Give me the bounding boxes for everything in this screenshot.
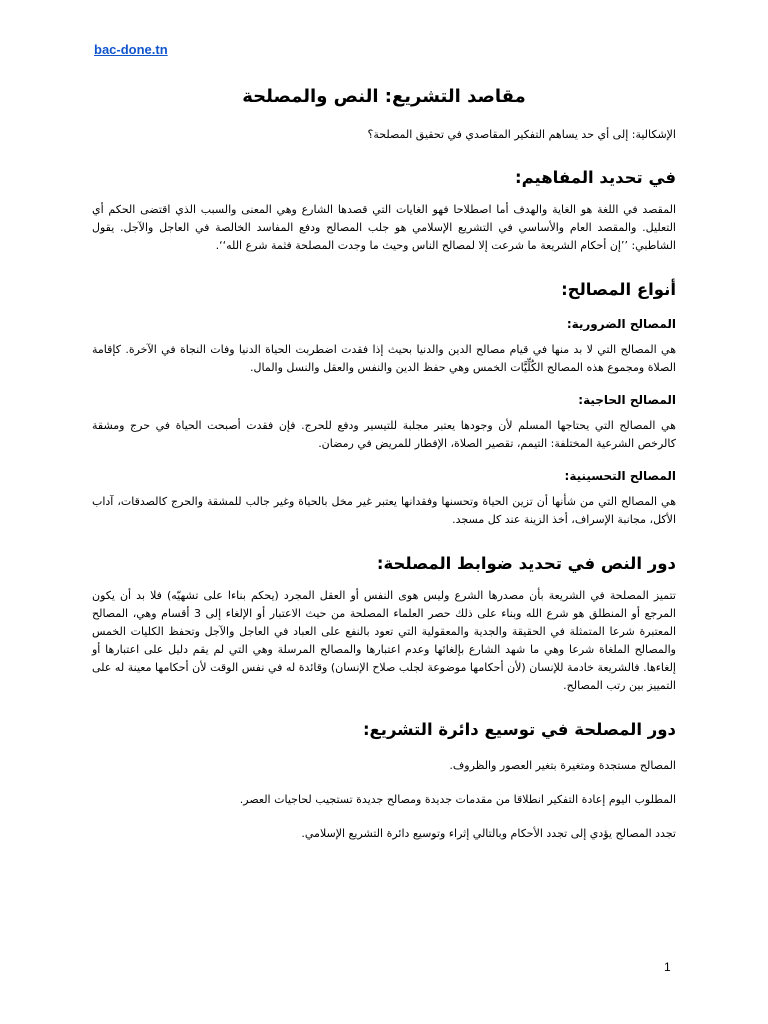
heading-interest-role: دور المصلحة في توسيع دائرة التشريع: [362,720,676,739]
line-interest-1: المصالح مستجدة ومتغيرة بتغير العصور والظروف. [449,759,676,772]
heading-needed: المصالح الحاجية: [578,393,676,407]
line-interest-2: المطلوب اليوم إعادة التفكير انطلاقا من مقدمات جديدة ومصالح جديدة تستجيب لحاجيات العصر. [239,793,676,806]
paragraph-improvement: هي المصالح التي من شأنها أن تزين الحياة وتحسنها وفقدانها يعتبر غير مخل بالحياة وغير جالب للمشقة والحرج كالصدقات، آداب الأكل، مجانبة الإسراف، أخذ الزينة عند كل مسجد. [92,495,676,526]
page-number: 1 [664,960,671,974]
site-link[interactable]: bac-done.tn [94,42,168,57]
paragraph-concepts: المقصد في اللغة هو الغاية والهدف أما اصطلاحا فهو الغايات التي قصدها الشارع وهي المعنى والسبب الذي اقتضى الحكم أي التعليل. والمقصد العام والأساسي في التشريع الإسلامي هو جلب المصالح ودفع المفاسد الخالصة في العاجل والآجل. يقول الشاطبي: ’’إن أحكام الشريعة ما شرعت إلا لمصالح الناس وحيث ما وجدت المصلحة فثمة شرع الله‘‘. [92,203,676,252]
paragraph-needed: هي المصالح التي يحتاجها المسلم لأن وجودها يعتبر مجلبة للتيسير ودفع للحرج. فإن فقدت أصبحت الحياة في حرج ومشقة كالرخص الشرعية المختلفة: التيمم، تقصير الصلاة، الإفطار للمريض في رمضان. [92,419,676,450]
page-title: مقاصد التشريع: النص والمصلحة [242,86,526,107]
heading-concepts: في تحديد المفاهيم: [514,168,676,187]
paragraph-text-role: تتميز المصلحة في الشريعة بأن مصدرها الشرع وليس هوى النفس أو العقل المجرد (يحكم بناءا على تشهيّه) فلا بد أن يكون المرجع أو المنطلق هو شرع الله وبناء على ذلك حصر العلماء المصلحة من حيث الاعتبار أو الإلغاء إلى 3 أقسام وهي، المصالح المعتبرة شرعا المتمثلة في الحقيقة والجدية والمعقولية التي تعود بالنفع على العباد في العاجل والآجل وتحفظ الكليات الخمس والمصالح الملغاة شرعا وهي ما شهد الشارع بإلغائها وعدم اعتبارها والمصالح المرسلة وهي التي لم يقم دليل على اعتبارها أو إلغاءها. فالشريعة خادمة للإنسان (لأن أحكامها موضوعة لجلب صلاح الإنسان) وقائدة له في نفس الوقت لأن أحكامها معينة له على التمييز بين رتب المصالح. [92,589,676,692]
heading-improvement: المصالح التحسينية: [564,469,676,483]
heading-necessary: المصالح الضرورية: [566,317,676,331]
line-interest-3: تجدد المصالح يؤدي إلى تجدد الأحكام وبالتالي إثراء وتوسيع دائرة التشريع الإسلامي. [301,827,676,840]
heading-types: أنواع المصالح: [561,280,676,299]
document-content [92,80,676,843]
problem-statement: الإشكالية: إلى أي حد يساهم التفكير المقاصدي في تحقيق المصلحة؟ [367,128,676,141]
paragraph-necessary: هي المصالح التي لا بد منها في قيام مصالح الدين والدنيا بحيث إذا فقدت اضطربت الحياة الدنيا وفات النجاة في الآخرة. كإقامة الصلاة ومجموع هذه المصالح الكُلِّيَّات الخمس وهي حفظ الدين والنفس والعقل والنسل والمال. [92,343,676,374]
heading-text-role: دور النص في تحديد ضوابط المصلحة: [376,554,676,573]
